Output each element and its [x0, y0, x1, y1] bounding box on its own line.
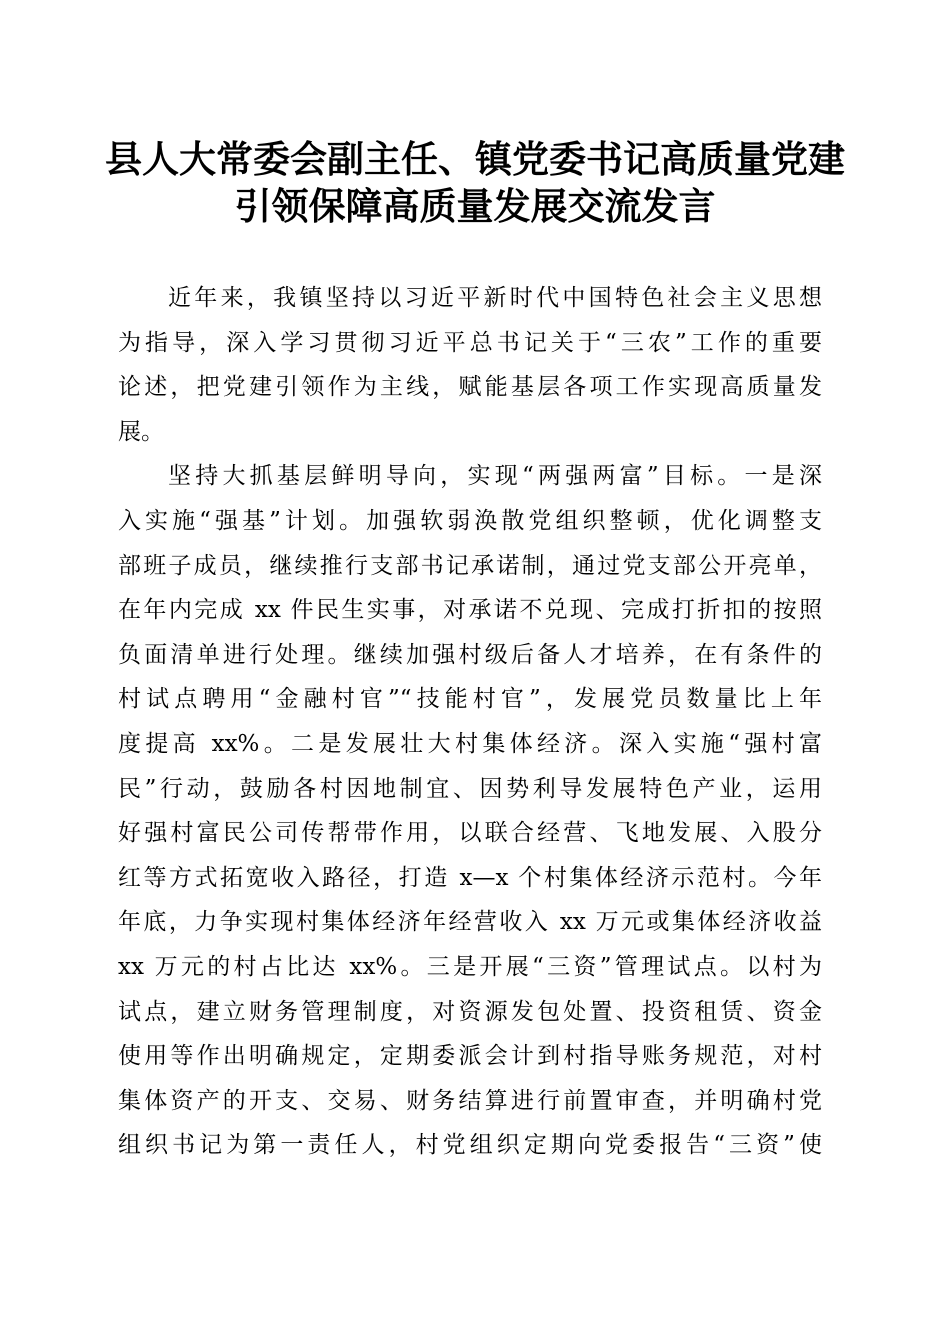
- document-body: [118, 280, 822, 1172]
- paragraph-2-line: 村试点聘用“金融村官”“技能村官”，发展党员数量比上年: [118, 686, 822, 713]
- paragraph-1-line: 论述，把党建引领作为主线，赋能基层各项工作实现高质量发: [118, 374, 822, 401]
- document-title-line-1: 县人大常委会副主任、镇党委书记高质量党建: [105, 137, 845, 181]
- paragraph-2-line: 组织书记为第一责任人，村党组织定期向党委报告“三资”使: [118, 1132, 822, 1159]
- paragraph-1-line: 近年来，我镇坚持以习近平新时代中国特色社会主义思想: [168, 285, 822, 311]
- paragraph-1-line: 展。: [118, 418, 164, 445]
- paragraph-2-line: 入实施“强基”计划。加强软弱涣散党组织整顿，优化调整支: [118, 507, 822, 534]
- paragraph-2-line: xx 万元的村占比达 xx%。三是开展“三资”管理试点。以村为: [118, 953, 822, 980]
- paragraph-2-line: 使用等作出明确规定，定期委派会计到村指导账务规范，对村: [118, 1043, 822, 1070]
- paragraph-2-line: 试点，建立财务管理制度，对资源发包处置、投资租赁、资金: [118, 998, 822, 1025]
- paragraph-2-line: 在年内完成 xx 件民生实事，对承诺不兑现、完成打折扣的按照: [118, 597, 822, 624]
- paragraph-2-line: 集体资产的开支、交易、财务结算进行前置审查，并明确村党: [118, 1087, 822, 1114]
- paragraph-1-line: 为指导，深入学习贯彻习近平总书记关于“三农”工作的重要: [118, 329, 822, 356]
- paragraph-2-line: 年底，力争实现村集体经济年经营收入 xx 万元或集体经济收益: [118, 909, 822, 936]
- document-title-line-2: 引领保障高质量发展交流发言: [234, 184, 716, 228]
- paragraph-2-line: 民”行动，鼓励各村因地制宜、因势利导发展特色产业，运用: [118, 775, 822, 802]
- paragraph-2-line: 红等方式拓宽收入路径，打造 x—x 个村集体经济示范村。今年: [118, 864, 822, 891]
- paragraph-2-line: 好强村富民公司传帮带作用，以联合经营、飞地发展、入股分: [118, 820, 822, 847]
- paragraph-2-line: 坚持大抓基层鲜明导向，实现“两强两富”目标。一是深: [168, 463, 822, 490]
- paragraph-2-line: 度提高 xx%。二是发展壮大村集体经济。深入实施“强村富: [118, 730, 822, 757]
- paragraph-2-line: 部班子成员，继续推行支部书记承诺制，通过党支部公开亮单，: [118, 552, 822, 579]
- paragraph-2-line: 负面清单进行处理。继续加强村级后备人才培养，在有条件的: [118, 641, 822, 668]
